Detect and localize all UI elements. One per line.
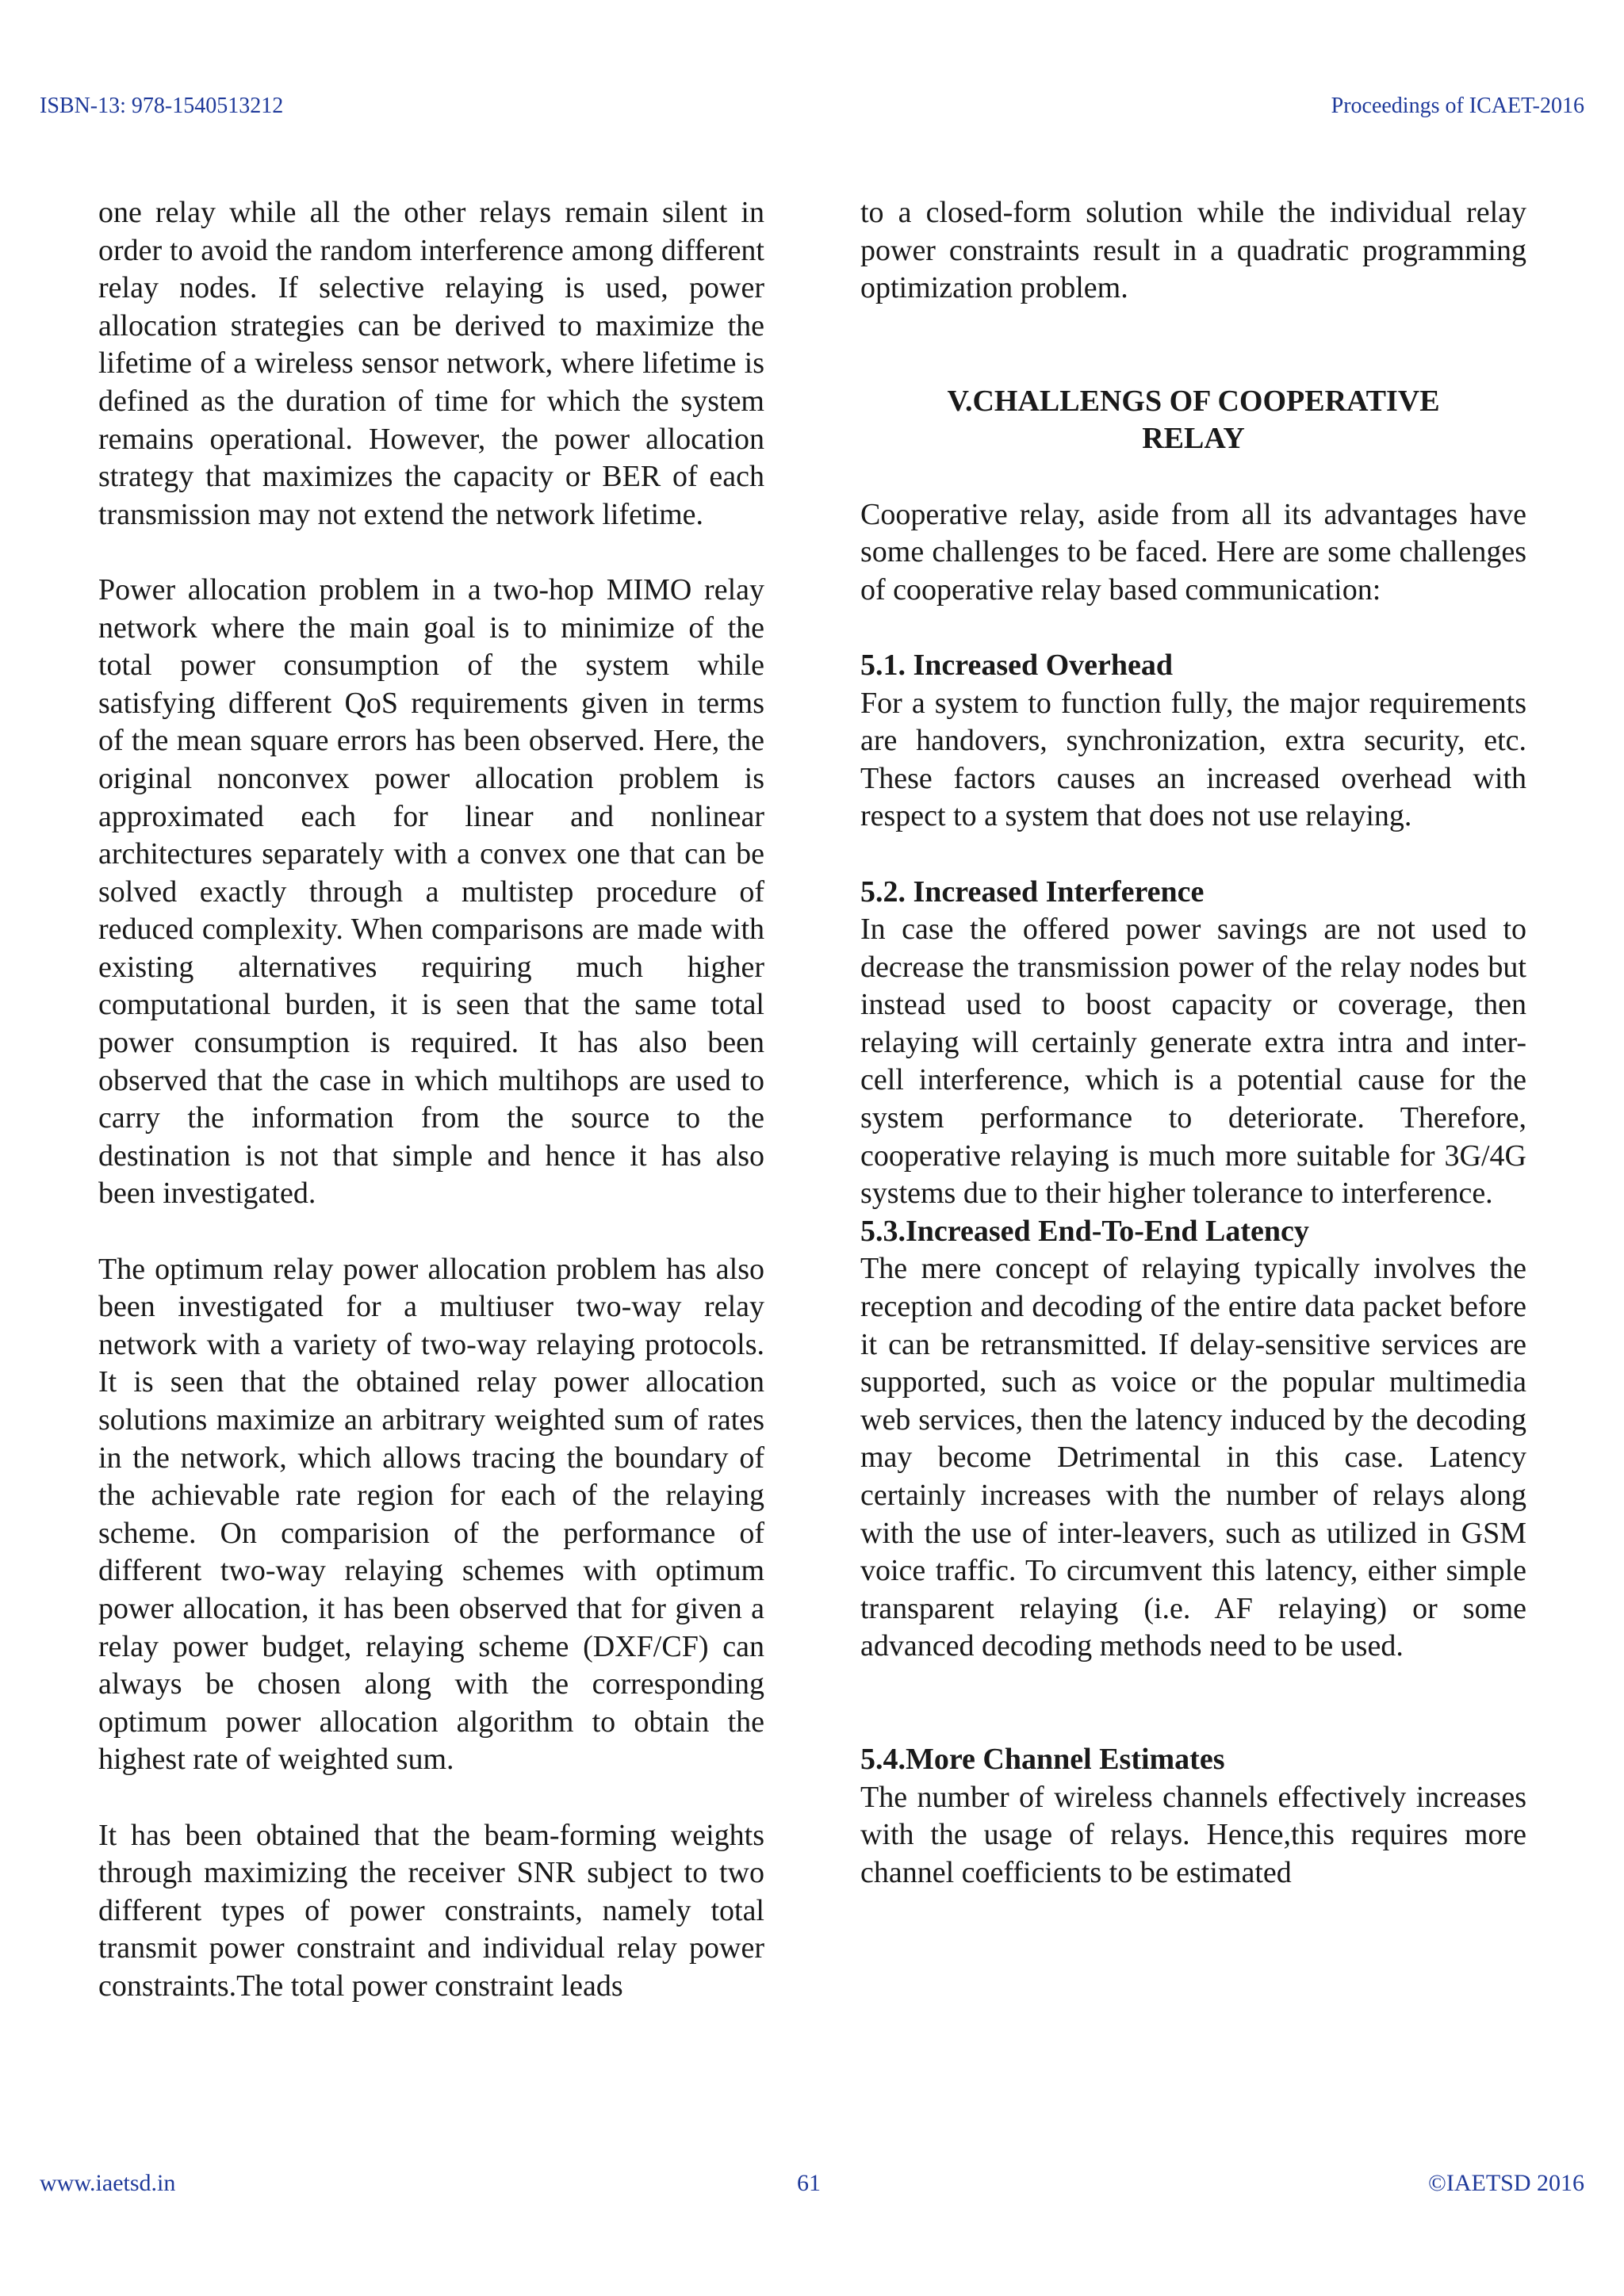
page-header	[40, 94, 1584, 125]
proceedings-label: Proceedings of ICAET-2016	[1331, 94, 1584, 118]
paragraph-gap	[98, 534, 764, 572]
subsection-5-4-title: 5.4.More Channel Estimates	[860, 1742, 1225, 1776]
isbn-label: ISBN-13: 978-1540513212	[40, 94, 284, 118]
section-intro: Cooperative relay, aside from all its advantages have some challenges to be faced. Here are some challenges of cooperative relay based communication:	[860, 497, 1526, 607]
page-number: 61	[797, 2170, 821, 2196]
subsection-5-3-text: The mere concept of relaying typically involves the reception and decoding of the entire data packet before it can be retransmitted. If delay-sensitive services are supported, such as voice or the popular multimedia web services, then the latency induced by the decoding may become Detrimental in this case. Latency certainly increases with the number of relays along with the use of inter-leavers, such as utilized in GSM voice traffic. To circumvent this latency, either simple transparent relaying (i.e. AF relaying) or some advanced decoding methods need to be used.	[860, 1252, 1526, 1663]
paragraph-gap	[98, 1213, 764, 1251]
subsection-5-2-title: 5.2. Increased Interference	[860, 874, 1205, 909]
left-column	[98, 194, 764, 2006]
paragraph-gap	[860, 836, 1526, 874]
subsection-5-1-text: For a system to function fully, the major requirements are handovers, synchronization, extra security, etc. These factors causes an increased overhead with respect to a system that does not use relaying.	[860, 686, 1526, 833]
section-title-line1: V.CHALLENGS OF COOPERATIVE	[947, 384, 1440, 418]
website-link[interactable]: www.iaetsd.in	[40, 2170, 176, 2196]
subsection-5-1-title: 5.1. Increased Overhead	[860, 648, 1174, 682]
paragraph-gap	[860, 458, 1526, 496]
subsection-5-2-text: In case the offered power savings are not used to decrease the transmission power of the relay nodes but instead used to boost capacity or coverage, then relaying will certainly generate extra intra and inter-cell interference, which is a potential cause for the system performance to deteriorate. Therefore, cooperative relaying is much more suitable for 3G/4G systems due to their higher tolerance to interference.	[860, 913, 1526, 1211]
right-column	[860, 194, 1526, 1892]
left-paragraph-4: It has been obtained that the beam-forming weights through maximizing the receiver SNR subject to two different types of power constraints, namely total transmit power constraint and individual relay power constraints.The total power constraint leads	[98, 1818, 764, 2003]
section-gap	[860, 308, 1526, 383]
left-paragraph-1: one relay while all the other relays remain silent in order to avoid the random interference among different relay nodes. If selective relaying is used, power allocation strategies can be derived to maximize the lifetime of a wireless sensor network, where lifetime is defined as the duration of time for which the system remains operational. However, the power allocation strategy that maximizes the capacity or BER of each transmission may not extend the network lifetime.	[98, 196, 764, 531]
copyright-label: ©IAETSD 2016	[1428, 2170, 1584, 2196]
section-title	[860, 383, 1526, 458]
section-gap	[860, 1666, 1526, 1741]
paragraph-gap	[860, 609, 1526, 647]
page-footer	[40, 2170, 1584, 2202]
left-paragraph-2: Power allocation problem in a two-hop MIMO relay network where the main goal is to minimize of the total power consumption of the system while satisfying different QoS requirements given in terms of the mean square errors has been observed. Here, the original nonconvex power allocation problem is approximated each for linear and nonlinear architectures separately with a convex one that can be solved exactly through a multistep procedure of reduced complexity. When comparisons are made with existing alternatives requiring much higher computational burden, it is seen that the same total power consumption is required. It has also been observed that the case in which multihops are used to carry the information from the source to the destination is not that simple and hence it has also been investigated.	[98, 572, 764, 1211]
left-paragraph-3: The optimum relay power allocation problem has also been investigated for a multiuser two-way relay network with a variety of two-way relaying protocols. It is seen that the obtained relay power allocation solutions maximize an arbitrary weighted sum of rates in the network, which allows tracing the boundary of the achievable rate region for each of the relaying scheme. On comparision of the performance of different two-way relaying schemes with optimum power allocation, it has been observed that for given a relay power budget, relaying scheme (DXF/CF) can always be chosen along with the corresponding optimum power allocation algorithm to obtain the highest rate of weighted sum.	[98, 1252, 764, 1777]
subsection-5-3-title: 5.3.Increased End-To-End Latency	[860, 1214, 1309, 1248]
paragraph-gap	[98, 1779, 764, 1817]
section-title-line2: RELAY	[1142, 422, 1245, 456]
right-paragraph-1: to a closed-form solution while the individual relay power constraints result in a quadratic programming optimization problem.	[860, 196, 1526, 305]
subsection-5-4-text: The number of wireless channels effectively increases with the usage of relays. Hence,this requires more channel coefficients to be estimated	[860, 1780, 1526, 1889]
